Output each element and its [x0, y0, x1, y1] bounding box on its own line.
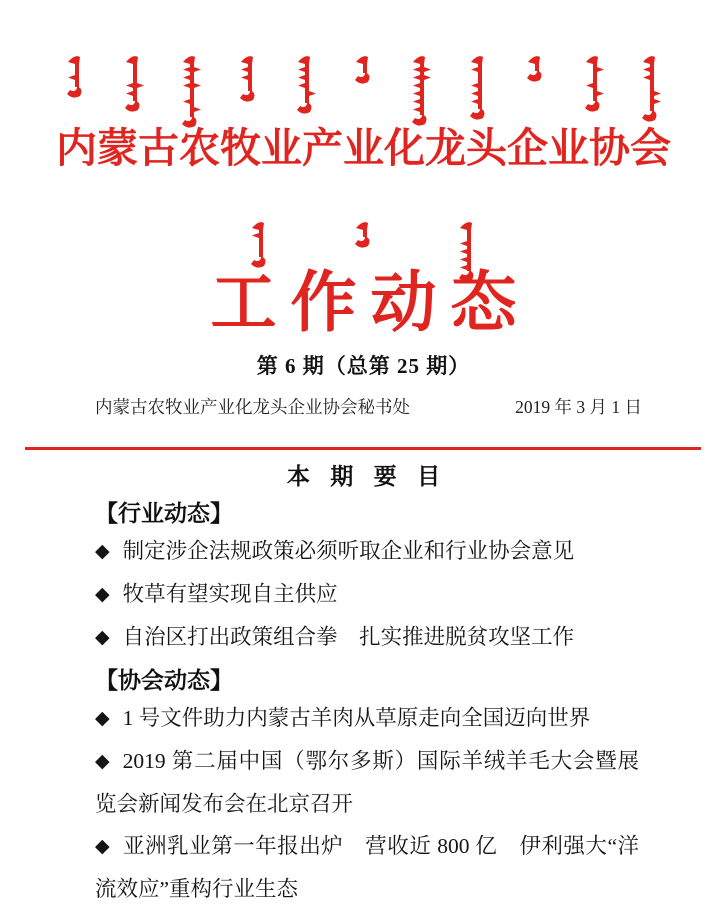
toc-item-text: 1 号文件助力内蒙古羊肉从草原走向全国迈向世界	[122, 706, 591, 730]
mongolian-word-icon	[122, 55, 146, 115]
mongolian-word-icon	[237, 55, 261, 105]
mongolian-word-icon	[582, 55, 606, 115]
diamond-bullet-icon: ◆	[95, 750, 110, 772]
toc-item-text: 亚洲乳业第一年报出炉 营收近 800 亿 伊利强大“洋流效应”重构行业生态	[95, 834, 639, 901]
mongolian-word-icon	[352, 221, 376, 251]
toc-item-text: 自治区打出政策组合拳 扎实推进脱贫攻坚工作	[122, 625, 575, 649]
mongolian-word-icon	[639, 55, 663, 125]
mongolian-word-icon	[467, 55, 491, 123]
toc-item	[95, 740, 639, 825]
diamond-bullet-icon: ◆	[95, 707, 110, 729]
toc-item	[95, 573, 639, 616]
byline-row	[95, 394, 642, 419]
toc-item-text: 2019 第二届中国（鄂尔多斯）国际羊绒羊毛大会暨展览会新闻发布会在北京召开	[95, 749, 639, 816]
toc-section-heading-association: 【协会动态】	[95, 667, 233, 693]
red-divider-line	[25, 447, 701, 450]
mongolian-word-icon	[524, 55, 548, 85]
publisher-name: 内蒙古农牧业产业化龙头企业协会秘书处	[95, 397, 410, 417]
toc-item	[95, 825, 639, 910]
toc-item-text: 制定涉企法规政策必须听取企业和行业协会意见	[122, 539, 575, 563]
diamond-bullet-icon: ◆	[95, 626, 110, 648]
toc-item	[95, 697, 639, 740]
mongolian-word-icon	[409, 55, 433, 129]
toc-title: 本 期 要 目	[286, 463, 448, 489]
association-name: 内蒙古农牧业产业化龙头企业协会	[56, 125, 671, 171]
diamond-bullet-icon: ◆	[95, 835, 110, 857]
toc-item-text: 牧草有望实现自主供应	[122, 582, 338, 606]
diamond-bullet-icon: ◆	[95, 540, 110, 562]
mongolian-word-icon	[179, 55, 203, 131]
mongolian-word-icon	[352, 55, 376, 87]
table-of-contents	[95, 492, 639, 910]
diamond-bullet-icon: ◆	[95, 583, 110, 605]
issue-number: 第 6 期（总第 25 期）	[256, 354, 471, 378]
mongolian-word-icon	[294, 55, 318, 117]
newsletter-title: 工作动态	[210, 267, 531, 340]
toc-item	[95, 530, 639, 573]
toc-section-heading-industry: 【行业动态】	[95, 500, 233, 526]
publish-date: 2019 年 3 月 1 日	[515, 397, 642, 417]
mongolian-word-icon	[64, 55, 88, 101]
toc-item	[95, 616, 639, 659]
